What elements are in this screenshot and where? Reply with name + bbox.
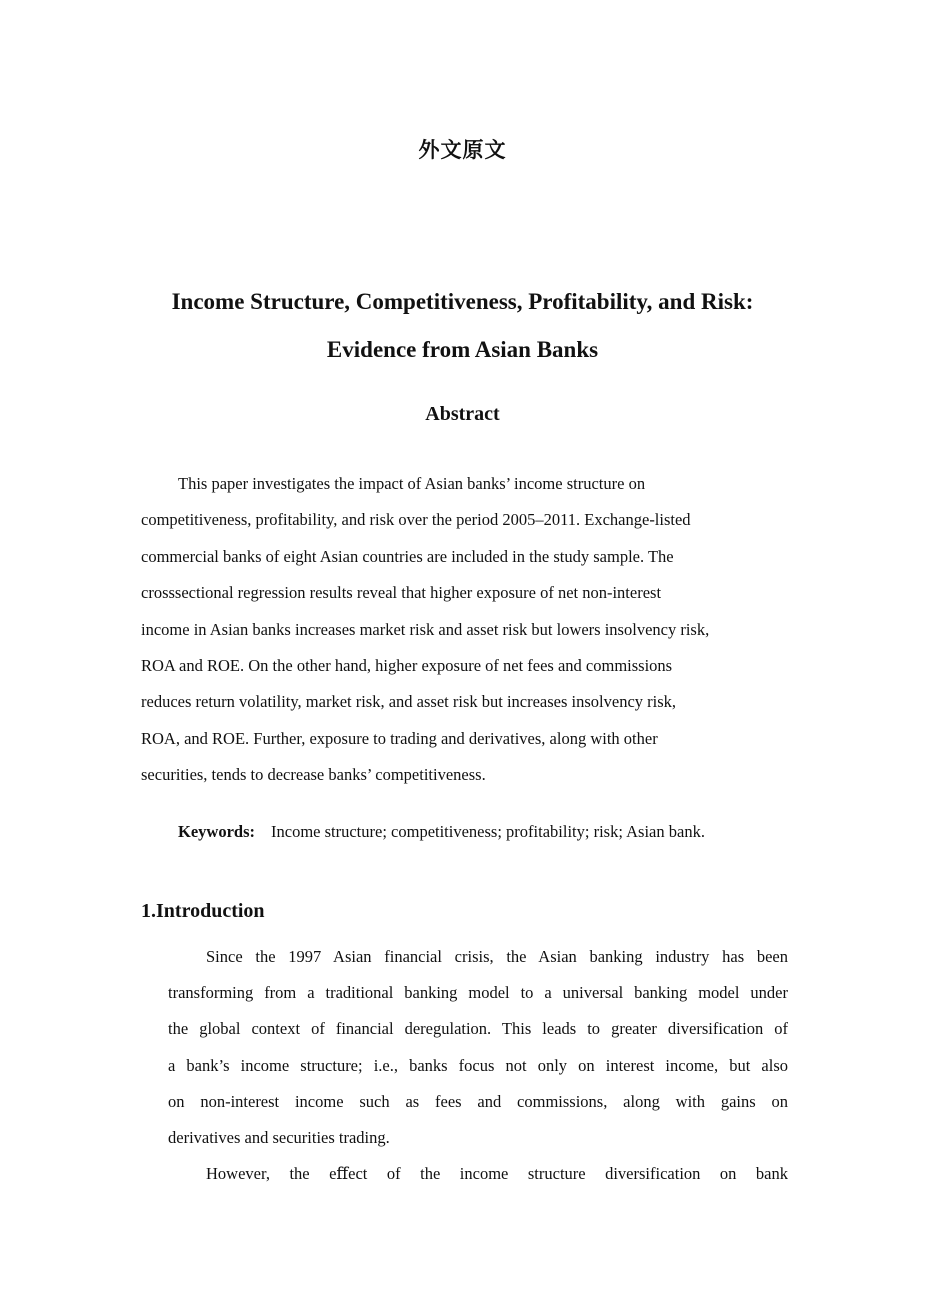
chinese-section-heading: 外文原文 xyxy=(418,138,507,162)
abstract-line: income in Asian banks increases market risk and asset risk but lowers insolvency risk, xyxy=(141,619,710,639)
keywords-text: Income structure; competitiveness; profitability; risk; Asian bank. xyxy=(271,822,705,841)
abstract-line: competitiveness, profitability, and risk over the period 2005–2011. Exchange-listed xyxy=(141,510,691,530)
intro-paragraph-line: Since the 1997 Asian financial crisis, the Asian banking industry has been xyxy=(206,947,788,966)
abstract-line: crosssectional regression results reveal that higher exposure of net non-interest xyxy=(141,583,662,603)
intro-paragraph-line: However, the eﬀect of the income structure diversification on bank xyxy=(206,1164,788,1184)
abstract-line: ROA and ROE. On the other hand, higher exposure of net fees and commissions xyxy=(141,656,673,676)
abstract-line: commercial banks of eight Asian countries are included in the study sample. The xyxy=(141,546,674,566)
introduction-body xyxy=(168,939,788,1192)
intro-paragraph-line: a bank’s income structure; i.e., banks focus not only on interest income, but also xyxy=(168,1055,788,1075)
intro-paragraph-line: transforming from a traditional banking model to a universal banking model under xyxy=(168,983,788,1003)
paper-title-line-2: Evidence from Asian Banks xyxy=(326,337,599,362)
intro-paragraph-line: on non-interest income such as fees and commissions, along with gains on xyxy=(168,1091,788,1111)
paper-title xyxy=(60,278,865,374)
intro-paragraph-line: the global context of financial deregulation. This leads to greater diversification of xyxy=(168,1019,788,1039)
abstract-line: reduces return volatility, market risk, and asset risk but increases insolvency risk, xyxy=(141,692,677,712)
abstract-line: ROA, and ROE. Further, exposure to trading and derivatives, along with other xyxy=(141,728,658,748)
intro-paragraph-line: derivatives and securities trading. xyxy=(168,1127,390,1147)
abstract-heading: Abstract xyxy=(425,403,500,425)
abstract-body xyxy=(141,466,796,794)
keywords-label: Keywords: xyxy=(178,822,255,841)
keywords xyxy=(178,822,818,842)
abstract-line: securities, tends to decrease banks’ competitiveness. xyxy=(141,765,486,785)
paper-title-line-1: Income Structure, Competitiveness, Profitability, and Risk: xyxy=(171,289,754,314)
introduction-heading: 1.Introduction xyxy=(141,900,265,922)
abstract-line: This paper investigates the impact of Asian banks’ income structure on xyxy=(178,474,646,493)
